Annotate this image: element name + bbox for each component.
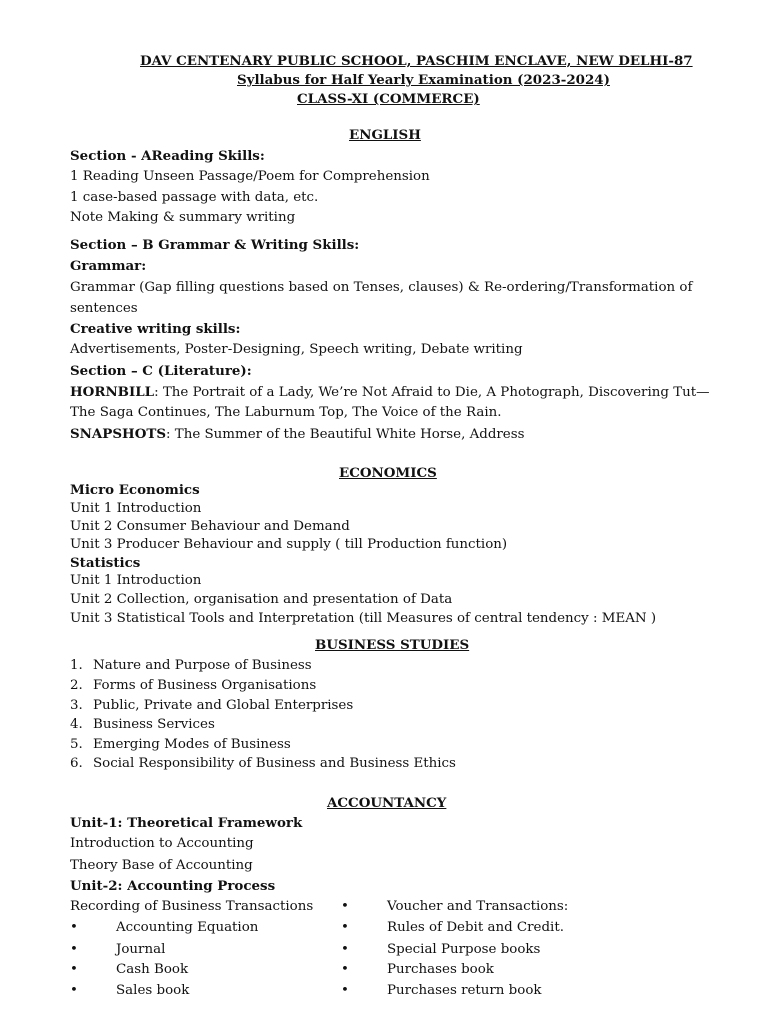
bullet-icon: •: [70, 920, 78, 935]
item-text: Public, Private and Global Enterprises: [93, 698, 354, 713]
right-item: Special Purpose books: [387, 942, 541, 957]
snapshots-label: SNAPSHOTS: [70, 426, 166, 442]
unit2-heading: Unit-2: Accounting Process: [70, 878, 276, 894]
unit1-heading: Unit-1: Theoretical Framework: [70, 815, 303, 831]
grammar-heading: Grammar:: [70, 258, 147, 274]
section-b-heading: Section – B Grammar & Writing Skills:: [70, 237, 360, 253]
bullet-icon: •: [341, 899, 349, 914]
snapshots-text: : The Summer of the Beautiful White Horse, Address: [166, 427, 525, 442]
school-title: DAV CENTENARY PUBLIC SCHOOL, PASCHIM ENCLAVE, NEW DELHI-87: [140, 53, 693, 69]
creative-line: Advertisements, Poster-Designing, Speech writing, Debate writing: [70, 342, 523, 357]
bullet-icon: •: [70, 962, 78, 977]
right-item: Voucher and Transactions:: [387, 899, 569, 914]
economics-heading: ECONOMICS: [339, 465, 437, 481]
business-studies-heading: BUSINESS STUDIES: [315, 637, 470, 653]
left-item: Cash Book: [116, 962, 189, 977]
item-text: Business Services: [93, 717, 215, 732]
left-item: Journal: [116, 942, 166, 957]
item-text: Emerging Modes of Business: [93, 737, 291, 752]
micro-unit: Unit 2 Consumer Behaviour and Demand: [70, 519, 350, 534]
unit1-line: Introduction to Accounting: [70, 836, 254, 851]
stats-unit: Unit 2 Collection, organisation and presentation of Data: [70, 592, 453, 607]
accountancy-heading: ACCOUNTANCY: [327, 795, 447, 811]
list-item: [0, 756, 768, 776]
section-a-line: 1 Reading Unseen Passage/Poem for Comprehension: [70, 169, 430, 184]
hornbill-label: HORNBILL: [70, 384, 155, 400]
item-number: 6.: [70, 756, 83, 771]
unit2-intro: Recording of Business Transactions: [70, 899, 314, 914]
hornbill-line: [70, 384, 710, 400]
item-number: 2.: [70, 678, 83, 693]
stats-unit: Unit 1 Introduction: [70, 573, 202, 588]
stats-unit: Unit 3 Statistical Tools and Interpretation (till Measures of central tendency : MEAN ): [70, 611, 657, 626]
class-title: CLASS-XI (COMMERCE): [297, 91, 480, 107]
list-item: [0, 717, 768, 737]
item-number: 4.: [70, 717, 83, 732]
stats-heading: Statistics: [70, 555, 141, 571]
list-item: [0, 698, 768, 718]
syllabus-title: Syllabus for Half Yearly Examination (2023-2024): [237, 72, 610, 88]
left-item: Sales book: [116, 983, 190, 998]
right-item: Rules of Debit and Credit.: [387, 920, 564, 935]
hornbill-line-2: The Saga Continues, The Laburnum Top, The Voice of the Rain.: [70, 405, 502, 420]
micro-unit: Unit 3 Producer Behaviour and supply ( till Production function): [70, 537, 508, 552]
english-heading: ENGLISH: [349, 127, 421, 143]
bullet-icon: •: [341, 962, 349, 977]
item-number: 1.: [70, 658, 83, 673]
item-number: 3.: [70, 698, 83, 713]
bullet-icon: •: [70, 942, 78, 957]
item-number: 5.: [70, 737, 83, 752]
grammar-line: sentences: [70, 301, 138, 316]
section-a-line: 1 case-based passage with data, etc.: [70, 190, 319, 205]
list-item: [0, 658, 768, 678]
grammar-line: Grammar (Gap filling questions based on Tenses, clauses) & Re-ordering/Transformation of: [70, 280, 693, 295]
right-item: Purchases book: [387, 962, 494, 977]
bullet-icon: •: [341, 920, 349, 935]
bullet-icon: •: [341, 983, 349, 998]
right-item: Purchases return book: [387, 983, 542, 998]
item-text: Forms of Business Organisations: [93, 678, 317, 693]
section-a-heading: Section - AReading Skills:: [70, 148, 265, 164]
snapshots-line: [70, 426, 524, 442]
item-text: Nature and Purpose of Business: [93, 658, 312, 673]
list-item: [0, 678, 768, 698]
creative-heading: Creative writing skills:: [70, 321, 241, 337]
left-item: Accounting Equation: [116, 920, 259, 935]
bullet-icon: •: [341, 942, 349, 957]
bullet-icon: •: [70, 983, 78, 998]
hornbill-text: : The Portrait of a Lady, We’re Not Afraid to Die, A Photograph, Discovering Tut—: [154, 385, 710, 400]
micro-unit: Unit 1 Introduction: [70, 501, 202, 516]
item-text: Social Responsibility of Business and Business Ethics: [93, 756, 456, 771]
unit1-line: Theory Base of Accounting: [70, 858, 253, 873]
section-a-line: Note Making & summary writing: [70, 210, 296, 225]
micro-heading: Micro Economics: [70, 482, 200, 498]
section-c-heading: Section – C (Literature):: [70, 363, 252, 379]
list-item: [0, 737, 768, 757]
